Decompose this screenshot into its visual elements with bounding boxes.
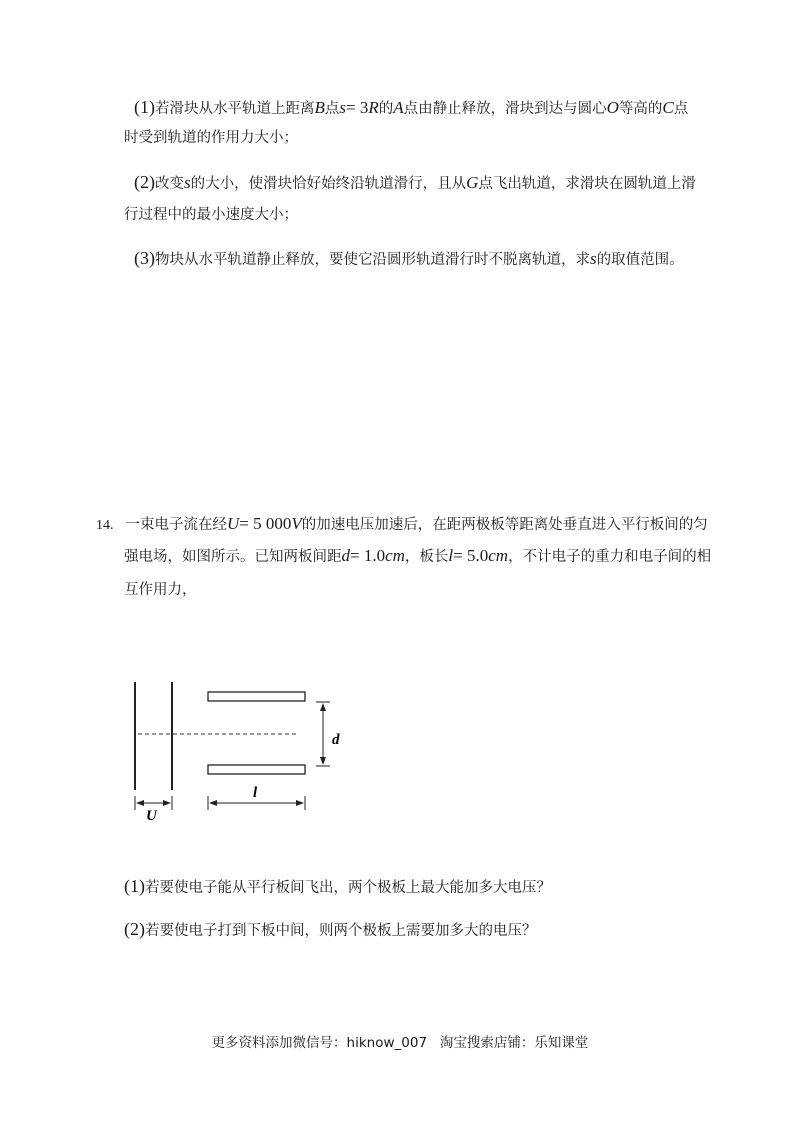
lower-plate <box>208 765 305 774</box>
page-footer: 更多资料添加微信号：hiknow_007 淘宝搜索店铺：乐知课堂 <box>211 1035 589 1051</box>
l-arrowhead-left <box>209 800 217 806</box>
question-number: 14. <box>96 518 114 533</box>
upper-plate <box>208 692 305 701</box>
u-arrowhead-right <box>163 800 171 806</box>
label-d: d <box>332 732 340 748</box>
q14-line3: 互作用力， <box>124 582 197 598</box>
q13-p2-line1: (2)改变s的大小，使滑块恰好始终沿轨道滑行，且从G点飞出轨道，求滑块在圆轨道上滑 <box>134 172 696 192</box>
label-U: U <box>146 808 157 824</box>
q13-p2-line2: 行过程中的最小速度大小； <box>124 207 298 223</box>
q14-line2: 强电场，如图所示。已知两板间距d= 1.0cm，板长l= 5.0cm，不计电子的重力和电子间的相 <box>124 546 712 565</box>
q13-p1-line2: 时受到轨道的作用力大小； <box>124 130 298 146</box>
q14-p1-line: (1)若要使电子能从平行板间飞出，两个极板上最大能加多大电压？ <box>124 876 551 896</box>
q13-p3-line1: (3)物块从水平轨道静止释放，要使它沿圆形轨道滑行时不脱离轨道，求s的取值范围。 <box>134 248 684 268</box>
q14-p2-line: (2)若要使电子打到下板中间，则两个极板上需要加多大的电压？ <box>124 919 537 939</box>
capacitor-figure <box>120 670 360 830</box>
label-l: l <box>253 785 258 801</box>
u-arrowhead-left <box>136 800 144 806</box>
q13-p1-line1: (1)若滑块从水平轨道上距离B点s= 3R的A点由静止释放，滑块到达与圆心O等高的C点 <box>134 97 689 117</box>
d-arrowhead-up <box>320 703 326 711</box>
l-arrowhead-right <box>296 800 304 806</box>
q14-line1: 14. 一束电子流在经U= 5 000V的加速电压加速后，在距两极板等距离处垂直进入平行板间的匀 <box>96 514 708 533</box>
d-arrowhead-down <box>320 757 326 765</box>
